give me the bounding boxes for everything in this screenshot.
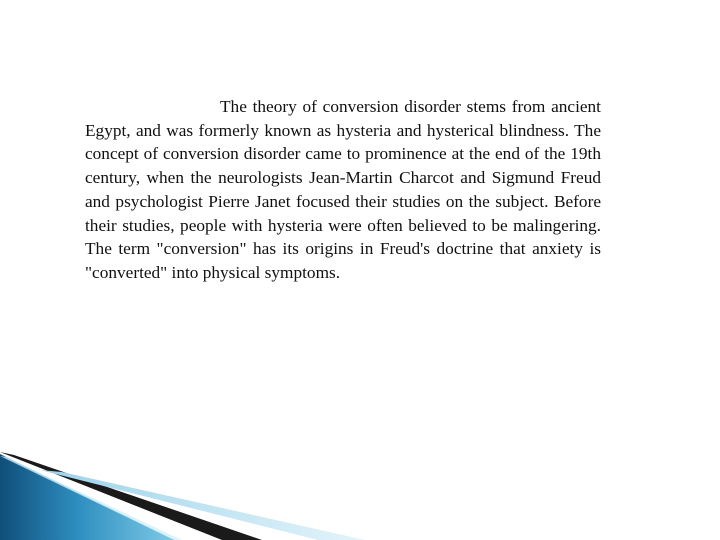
blue-wedge-shape: [0, 454, 175, 540]
pale-stripe-shape: [40, 470, 365, 540]
highlight-stripe-shape: [0, 456, 182, 540]
slide-body-text: The theory of conversion disorder stems from ancient Egypt, and was formerly known as hysteria and hysterical blindness. The concept of conversion disorder came to prominence at the end of the 19th century, when the neurologists Jean-Martin Charcot and Sigmund Freud and psychologist Pierre Janet focused their studies on the subject. Before their studies, people with hysteria were often believed to be malingering. The term "conversion" has its origins in Freud's doctrine that anxiety is "converted" into physical symptoms.: [85, 97, 601, 282]
dark-stripe-shape: [0, 452, 262, 540]
